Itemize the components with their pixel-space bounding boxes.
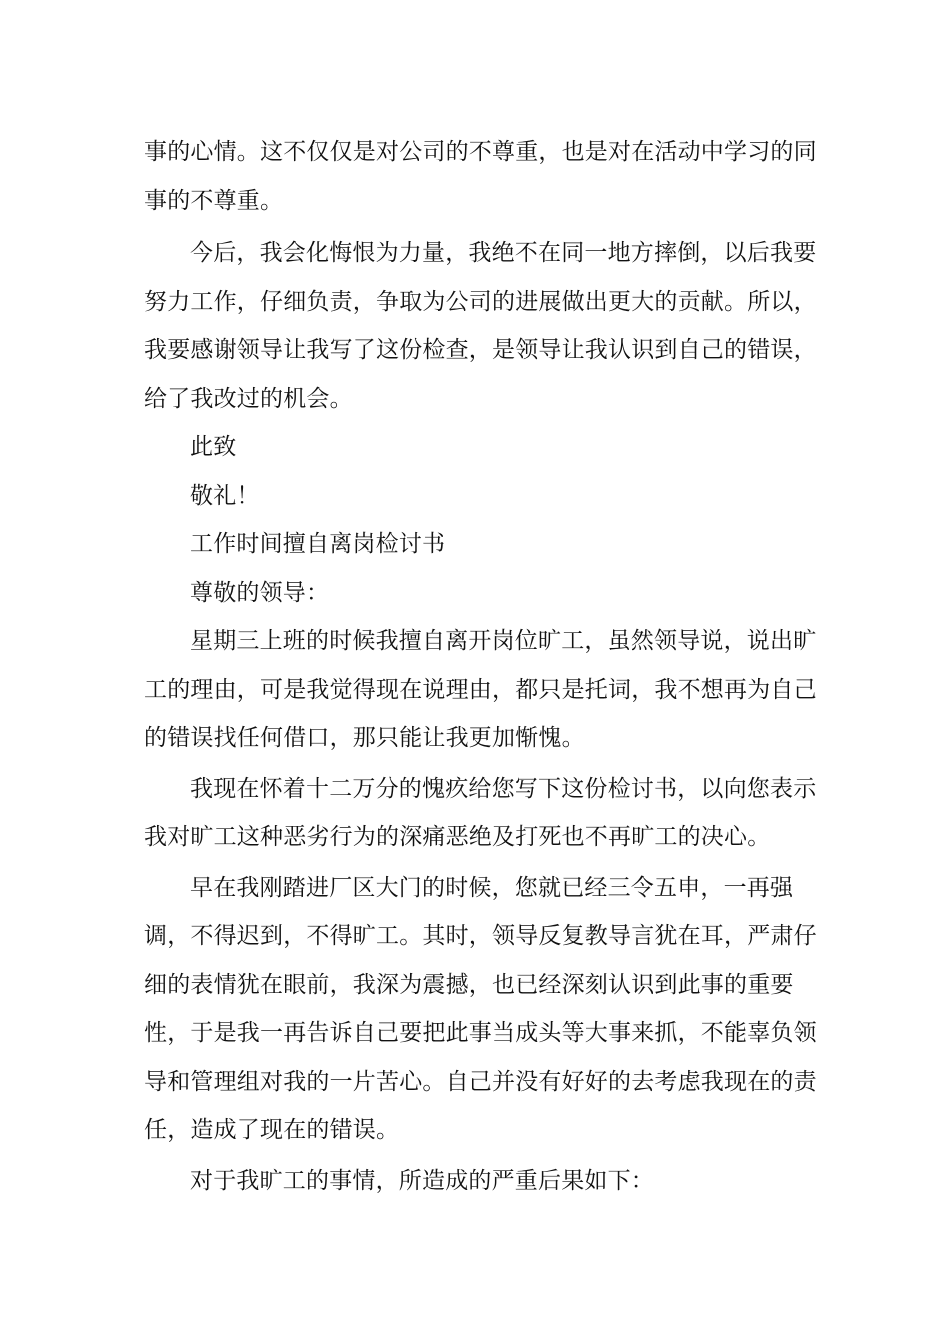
- closing-regards: 敬礼！: [190, 482, 260, 509]
- paragraph-resolution: 今后，我会化悔恨为力量，我绝不在同一地方摔倒，以后我要努力工作，仔细负责，争取为公司的进展做出更大的贡献。所以，我要感谢领导让我写了这份检查，是领导让我认识到自己的错误，给了我改过的机会。: [144, 240, 817, 412]
- closing-salutation: 此致: [190, 434, 237, 460]
- paragraph-apology: 我现在怀着十二万分的愧疚给您写下这份检讨书，以向您表示我对旷工这种恶劣行为的深痛恶绝及打死也不再旷工的决心。: [144, 775, 817, 850]
- section-title: 工作时间擅自离岗检讨书: [190, 531, 446, 557]
- paragraph-absence: 星期三上班的时候我擅自离开岗位旷工，虽然领导说，说出旷工的理由，可是我觉得现在说理由，都只是托词，我不想再为自己的错误找任何借口，那只能让我更加惭愧。: [144, 628, 817, 751]
- greeting: 尊敬的领导：: [190, 579, 330, 606]
- paragraph-continuation: 事的心情。这不仅仅是对公司的不尊重，也是对在活动中学习的同事的不尊重。: [144, 139, 817, 214]
- document-body: [144, 128, 834, 1205]
- paragraph-reflection: 早在我刚踏进厂区大门的时候，您就已经三令五申，一再强调，不得迟到，不得旷工。其时，领导反复教导言犹在耳，严肃仔细的表情犹在眼前，我深为震撼，也已经深刻认识到此事的重要性，于是我一再告诉自己要把此事当成头等大事来抓，不能辜负领导和管理组对我的一片苦心。自己并没有好好的去考虑我现在的责任，造成了现在的错误。: [144, 874, 817, 1143]
- paragraph-consequences: 对于我旷工的事情，所造成的严重后果如下：: [190, 1167, 654, 1194]
